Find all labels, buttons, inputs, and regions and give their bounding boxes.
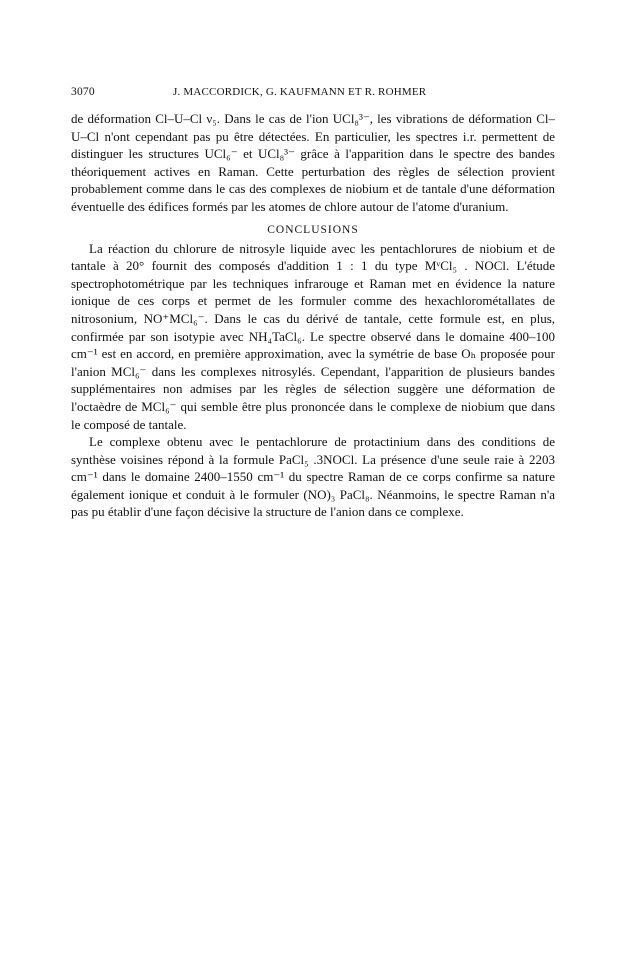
running-authors: J. MACCORDICK, G. KAUFMANN ET R. ROHMER	[173, 86, 427, 98]
article-body	[71, 110, 555, 521]
running-header	[71, 86, 555, 106]
page-number: 3070	[71, 86, 95, 98]
paragraph-conclusions-1: La réaction du chlorure de nitrosyle liquide avec les pentachlorures de niobium et de tantale à 20° fournit des composés d'addition 1 : 1 du type MᵛCl₅ . NOCl. L'étude spectrophotométrique par les techniques infrarouge et Raman met en évidence la nature ionique de ces corps et permet de les formuler comme des hexachlorométallates de nitrosonium, NO⁺MCl₆⁻. Dans le cas du dérivé de tantale, cette formule est, en plus, confirmée par son isotypie avec NH₄TaCl₆. Le spectre observé dans le domaine 400–100 cm⁻¹ est en accord, en première approximation, avec la symétrie de base Oₕ proposée pour l'anion MCl₆⁻ dans les complexes nitrosylés. Cependant, l'apparition de plusieurs bandes supplémentaires non admises par les règles de sélection suggère une déformation de l'octaèdre de MCl₆⁻ qui semble être plus prononcée dans le complexe de niobium que dans le composé de tantale.	[71, 240, 555, 432]
journal-page	[71, 86, 555, 521]
paragraph-conclusions-2: Le complexe obtenu avec le pentachlorure de protactinium dans des conditions de synthèse voisines répond à la formule PaCl₅ .3NOCl. La présence d'une seule raie à 2203 cm⁻¹ dans le domaine 2400–1550 cm⁻¹ du spectre Raman de ce corps confirme sa nature également ionique et conduit à le formuler (NO)₃ PaCl₈. Néanmoins, le spectre Raman n'a pas pu établir d'une façon décisive la structure de l'anion dans ce complexe.	[71, 434, 555, 520]
section-heading-conclusions: CONCLUSIONS	[267, 223, 359, 236]
paragraph-continuation: de déformation Cl–U–Cl ν₅. Dans le cas de l'ion UCl₈³⁻, les vibrations de déformation Cl–U–Cl n'ont cependant pas pu être détectées. En particulier, les spectres i.r. permettent de distinguer les structures UCl₆⁻ et UCl₈³⁻ grâce à l'apparition dans le spectre des bandes théoriquement actives en Raman. Cette perturbation des règles de sélection provient probablement comme dans le cas des complexes de niobium et de tantale d'une déformation éventuelle des édifices formés par les atomes de chlore autour de l'atome d'uranium.	[71, 111, 555, 214]
